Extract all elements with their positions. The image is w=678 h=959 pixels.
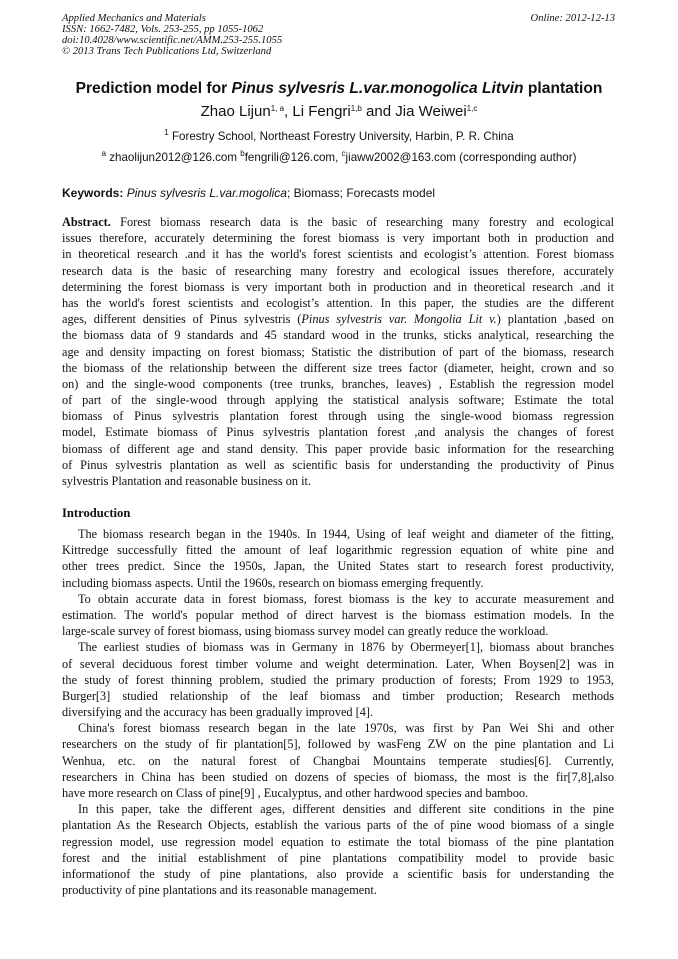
intro-paragraph-line: Wenhua, etc. on the natural forest of Changbai Mountains temperate studies[6]. Currently, — [62, 753, 614, 768]
affil-text: Forestry School, Northeast Forestry University, Harbin, P. R. China — [168, 130, 514, 143]
intro-paragraph-line: researchers in China has been studied on dozens of species of biomass, the most is the fir[7,8],also — [62, 769, 614, 784]
issn: ISSN: 1662-7482, Vols. 253-255, pp 1055-1062 — [62, 24, 264, 35]
intro-paragraph-line: Burger[3] studied relationship of the leaf biomass and timber production; Research methods — [62, 688, 614, 703]
abstract-line — [62, 214, 614, 230]
keywords — [62, 186, 435, 200]
abstract-line: biomass of different age and stand density. This paper provide basic information for the researching — [62, 441, 614, 456]
affil-sup: 1 — [164, 128, 169, 137]
intro-paragraph-line: China's forest biomass research began in the late 1970s, was first by Pan Wei Shi and other — [78, 721, 614, 736]
abstract-line: has the world's forest scientists and ecologist’s attention. In this paper, the studies are the different — [62, 295, 614, 310]
online-date: Online: 2012-12-13 — [530, 13, 615, 24]
intro-paragraph-line: plantation As the Research Objects, establish the various parts of the of pine wood biomass of a single — [62, 818, 614, 833]
abstract-line: in theoretical research .and it has the world's forest scientists and ecologist’s attention. Forest biomass — [62, 247, 614, 262]
author-sep: , — [284, 103, 293, 120]
intro-paragraph-line: researchers on the study of fir plantation[5], followed by wasFeng ZW on the pine plantation and Li — [62, 737, 614, 752]
copyright: © 2013 Trans Tech Publications Ltd, Switzerland — [62, 46, 272, 57]
abstract-line — [62, 311, 614, 327]
abstract-line: of Pinus sylvestris plantation as well as scientific basis for understanding the productivity of Pinus — [62, 457, 614, 472]
intro-paragraph-line: productivity of pine plantations and its reasonable management. — [62, 883, 377, 898]
abstract-line: the biomass of the relationship between the different size trees factor (diameter, height, crown and so — [62, 360, 614, 375]
email-a[interactable]: zhaolijun2012@126.com — [106, 151, 241, 164]
intro-paragraph-line: other trees predict. Since the 1950s, Japan, the United States start to research forest productivity, — [62, 559, 614, 574]
intro-paragraph-line: of several deciduous forest timber volume and weight determination. Later, When Boysen[2] was in — [62, 656, 614, 671]
author-emails — [0, 151, 678, 164]
paper-title — [0, 80, 678, 98]
intro-paragraph-line: estimation. The world's popular method of direct harvest is the biomass estimation models. In the — [62, 607, 614, 622]
abstract-line: the biomass data of 9 standards and 45 standard wood in the trunks, sticks analytical, researching the — [62, 328, 614, 343]
intro-paragraph-line: large-scale survey of forest biomass, using biomass survey model can greatly reduce the workload. — [62, 624, 549, 639]
affiliation — [0, 130, 678, 143]
keywords-rest: ; Biomass; Forecasts model — [286, 186, 436, 200]
abstract-line: age and density impacting on forest biomass; Statistic the distribution of part of the biomass, research — [62, 344, 614, 359]
intro-paragraph-line: regression model, use regression model equation to estimate the total biomass of the pine plantation — [62, 834, 614, 849]
intro-paragraph-line: In this paper, take the different ages, different densities and different site conditions in the pine — [78, 802, 614, 817]
abstract-line: model, Estimate biomass of Pinus sylvestris plantation forest ,and analysis the changes of forest — [62, 425, 614, 440]
keyword-species: Pinus sylvesris L.var.mogolica — [123, 186, 287, 200]
abstract-line: issues therefore, accurately determining the forest biomass is very important both in production and — [62, 231, 614, 246]
abstract-text: ages, different densities of Pinus sylvestris ( — [62, 312, 302, 327]
intro-paragraph-line: diversifying and the accuracy has been gradually improved [4]. — [62, 705, 374, 720]
author-sup: 1,b — [350, 104, 362, 113]
title-text: Prediction model for — [75, 80, 232, 97]
abstract-text: Forest biomass research data is the basic of researching many forestry and ecological — [110, 215, 614, 229]
intro-paragraph-line: informationof the study of pine plantations, also provide a scientific basis for understanding the — [62, 866, 614, 881]
intro-paragraph-line: Kittredge successfully fitted the amount of leaf logarithmic regression equation of white pine and — [62, 543, 614, 558]
author-name: Jia Weiwei — [395, 103, 467, 120]
author-sup: 1,c — [466, 104, 478, 113]
author-sup: 1, a — [270, 104, 285, 113]
intro-paragraph-line: To obtain accurate data in forest biomass, forest biomass is the key to accurate measurement and — [78, 591, 614, 606]
author-list — [0, 103, 678, 120]
abstract-line: research data is the basic of researching many forestry and ecological issues therefore, accurately — [62, 263, 614, 278]
intro-paragraph-line: including biomass aspects. Until the 1960s, research on biomass emerging frequently. — [62, 575, 484, 590]
abstract — [62, 214, 614, 489]
author-sep: and — [361, 103, 396, 120]
abstract-line: on) and the single-wood components (tree trunks, branches, leaves) , Establish the regression model — [62, 376, 614, 391]
section-heading-introduction: Introduction — [62, 506, 131, 520]
keywords-label: Keywords: — [62, 186, 124, 200]
email-sup: b — [240, 149, 245, 158]
email-b[interactable]: fengrili@126.com, — [244, 151, 342, 164]
abstract-line: determining the forest biomass is very important both in production and in theoretical research .and it — [62, 279, 614, 294]
intro-paragraph-line: forest and the initial establishment of pine plantations compatibility model to provide basic — [62, 850, 614, 865]
doi: doi:10.4028/www.scientific.net/AMM.253-255.1055 — [62, 35, 283, 46]
journal-name: Applied Mechanics and Materials — [62, 13, 206, 24]
introduction-body — [62, 526, 614, 898]
author-name: Zhao Lijun — [200, 103, 271, 120]
publication-header — [62, 13, 282, 57]
email-c[interactable]: jiaww2002@163.com (corresponding author) — [345, 151, 577, 164]
intro-paragraph-line: have more research on Class of pine[9] , Eucalyptus, and other hardwood species and bamboo. — [62, 786, 529, 800]
abstract-species: Pinus sylvestris var. Mongolia Lit v. — [301, 312, 497, 327]
abstract-line: biomass of Pinus sylvestris plantation forest through using the single-wood biomass regression — [62, 409, 614, 424]
abstract-line: sylvestris Plantation and reasonable business on it. — [62, 474, 311, 488]
intro-paragraph-line: the study of forest thinning problem, studied the primary production of forests; From 1929 to 1953, — [62, 672, 614, 687]
title-species: Pinus sylvesris L.var.monogolica Litvin — [231, 80, 524, 97]
abstract-label: Abstract. — [62, 215, 111, 229]
title-text-end: plantation — [523, 80, 603, 97]
email-sup: c — [341, 149, 346, 158]
intro-paragraph-line: The biomass research began in the 1940s. In 1944, Using of leaf weight and diameter of the fitting, — [78, 527, 614, 541]
abstract-line: of part of the single-wood through applying the statistical analysis software; Estimate the total — [62, 393, 614, 408]
abstract-text: ) plantation ,based on — [496, 312, 614, 327]
author-name: Li Fengri — [292, 103, 351, 120]
intro-paragraph-line: The earliest studies of biomass was in Germany in 1876 by Obermeyer[1], biomass about branches — [78, 640, 614, 655]
email-sup: a — [101, 149, 107, 158]
